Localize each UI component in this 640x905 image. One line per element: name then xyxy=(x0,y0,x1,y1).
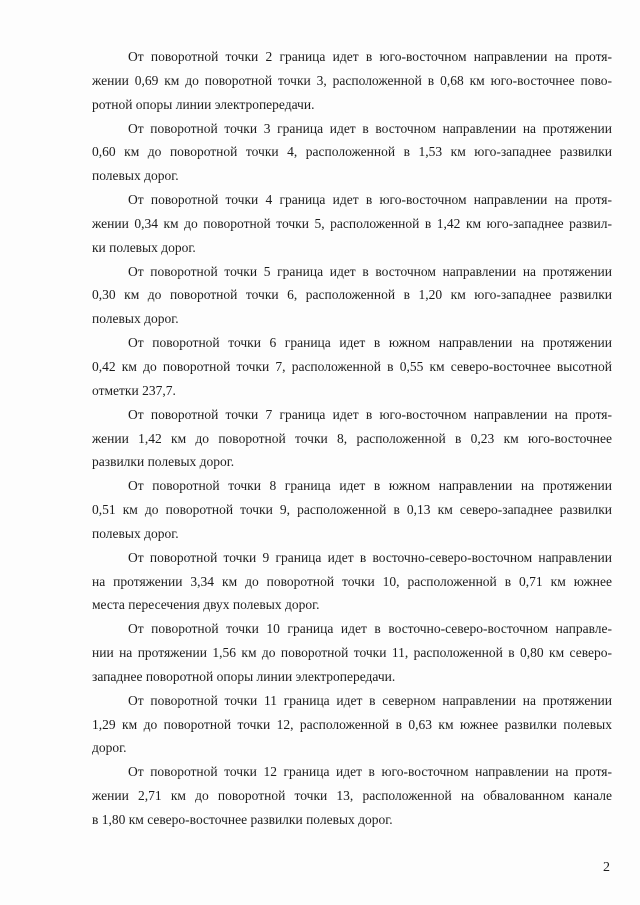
page-number: 2 xyxy=(603,860,610,875)
paragraph-line: полевых дорог. xyxy=(92,311,179,327)
paragraph-line: От поворотной точки 7 граница идет в юго-восточном направлении на протя- xyxy=(128,406,612,422)
paragraph-line: 0,51 км до поворотной точки 9, расположенной в 0,13 км северо-западнее развилки xyxy=(92,502,612,518)
paragraph-line: От поворотной точки 4 граница идет в юго-восточном направлении на протя- xyxy=(128,192,612,208)
paragraph-line: ки полевых дорог. xyxy=(92,239,196,255)
paragraph-line: 1,29 км до поворотной точки 12, расположенной в 0,63 км южнее развилки полевых xyxy=(92,716,612,732)
paragraph-line: полевых дорог. xyxy=(92,525,179,541)
paragraph-point-2-to-3 xyxy=(92,45,612,117)
paragraph-line: полевых дорог. xyxy=(92,168,179,184)
paragraph-point-5-to-6 xyxy=(92,260,612,332)
paragraph-line: От поворотной точки 6 граница идет в южном направлении на протяжении xyxy=(128,335,612,351)
paragraph-line: 0,60 км до поворотной точки 4, расположенной в 1,53 км юго-западнее развилки xyxy=(92,144,612,160)
paragraph-line: отметки 237,7. xyxy=(92,382,176,398)
paragraph-point-8-to-9 xyxy=(92,474,612,546)
paragraph-point-9-to-10 xyxy=(92,546,612,618)
paragraph-line: 0,30 км до поворотной точки 6, расположенной в 1,20 км юго-западнее развилки xyxy=(92,287,612,303)
paragraph-line: дорог. xyxy=(92,740,127,756)
paragraph-line: в 1,80 км северо-восточнее развилки полевых дорог. xyxy=(92,812,393,827)
paragraph-point-10-to-11 xyxy=(92,617,612,689)
paragraph-point-6-to-7 xyxy=(92,331,612,403)
body-text xyxy=(92,45,612,832)
paragraph-point-4-to-5 xyxy=(92,188,612,260)
paragraph-point-11-to-12 xyxy=(92,689,612,761)
paragraph-line: От поворотной точки 12 граница идет в юго-восточном направлении на протя- xyxy=(128,764,612,780)
paragraph-line: развилки полевых дорог. xyxy=(92,454,235,470)
paragraph-line: От поворотной точки 5 граница идет в восточном направлении на протяжении xyxy=(128,263,612,279)
paragraph-line: западнее поворотной опоры линии электропередачи. xyxy=(92,668,396,684)
paragraph-line: От поворотной точки 11 граница идет в северном направлении на протяжении xyxy=(128,692,612,708)
paragraph-line: места пересечения двух полевых дорог. xyxy=(92,597,320,613)
paragraph-line: на протяжении 3,34 км до поворотной точки 10, расположенной в 0,71 км южнее xyxy=(92,573,612,589)
paragraph-line: жении 0,34 км до поворотной точки 5, расположенной в 1,42 км юго-западнее развил- xyxy=(92,215,612,231)
paragraph-line: ротной опоры линии электропередачи. xyxy=(92,96,315,112)
paragraph-line: жении 1,42 км до поворотной точки 8, расположенной в 0,23 км юго-восточнее xyxy=(92,430,612,446)
paragraph-line: От поворотной точки 10 граница идет в восточно-северо-восточном направле- xyxy=(128,621,612,637)
paragraph-point-3-to-4 xyxy=(92,117,612,189)
paragraph-line: От поворотной точки 8 граница идет в южном направлении на протяжении xyxy=(128,478,612,494)
paragraph-line: 0,42 км до поворотной точки 7, расположенной в 0,55 км северо-восточнее высотной xyxy=(92,358,612,374)
paragraph-point-12-to-13 xyxy=(92,760,612,832)
paragraph-line: жении 2,71 км до поворотной точки 13, расположенной на обвалованном канале xyxy=(92,788,612,804)
paragraph-line: От поворотной точки 3 граница идет в восточном направлении на протяжении xyxy=(128,120,612,136)
paragraph-line: жении 0,69 км до поворотной точки 3, расположенной в 0,68 км юго-восточнее пово- xyxy=(92,72,612,88)
paragraph-line: нии на протяжении 1,56 км до поворотной точки 11, расположенной в 0,80 км северо- xyxy=(92,645,612,661)
paragraph-line: От поворотной точки 9 граница идет в восточно-северо-восточном направлении xyxy=(128,549,612,565)
paragraph-line: От поворотной точки 2 граница идет в юго-восточном направлении на протя- xyxy=(128,49,612,64)
paragraph-point-7-to-8 xyxy=(92,403,612,475)
